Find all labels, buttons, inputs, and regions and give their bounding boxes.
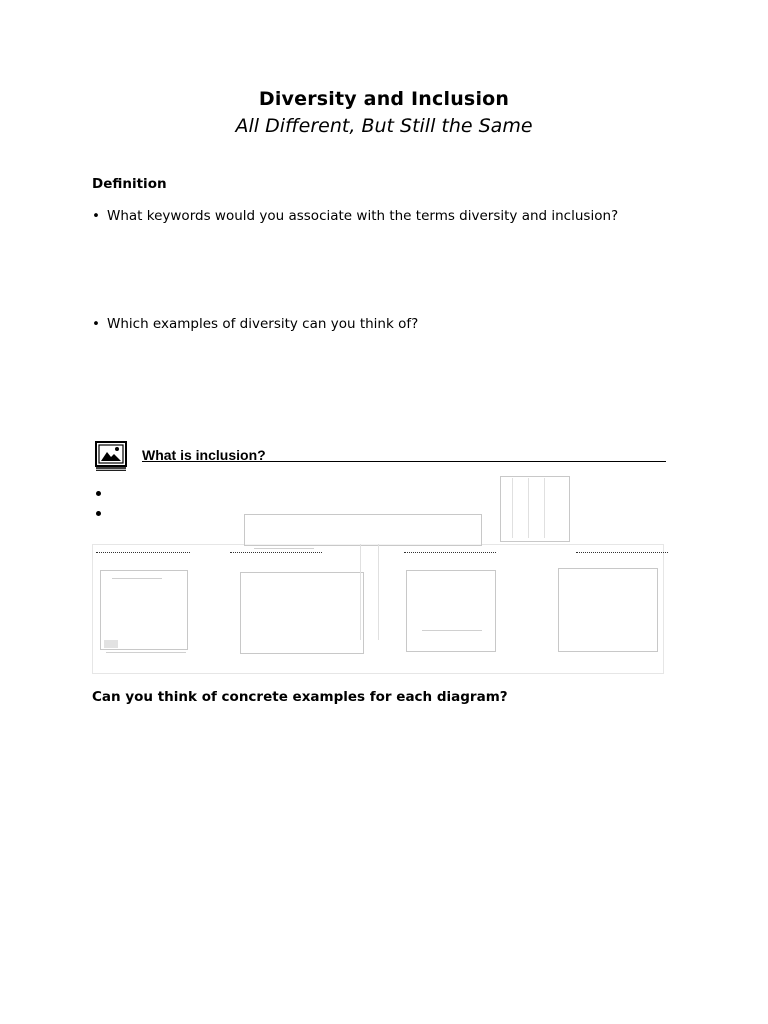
worksheet-title: Diversity and Inclusion	[258, 88, 510, 110]
dotted-answer-line	[576, 552, 668, 553]
faded-diagram-line	[106, 652, 186, 653]
faded-diagram-line	[112, 578, 162, 579]
faded-diagram-line	[422, 630, 482, 631]
image-placeholder-icon	[95, 441, 127, 471]
dotted-answer-line	[230, 552, 322, 553]
faded-diagram-box	[558, 568, 658, 652]
closing-question: Can you think of concrete examples for each diagram?	[92, 689, 508, 705]
faded-diagram-box	[100, 570, 188, 650]
faded-diagram-box	[244, 514, 482, 546]
faded-diagram-line	[254, 548, 314, 549]
worksheet-subtitle: All Different, But Still the Same	[235, 115, 533, 137]
dotted-answer-line	[96, 552, 190, 553]
bullet-marker: •	[92, 316, 100, 332]
question-examples-text: Which examples of diversity can you think of?	[107, 316, 419, 332]
faded-diagram-box	[500, 476, 570, 542]
inclusion-heading: What is inclusion?	[142, 448, 666, 462]
faded-diagram-line	[512, 478, 513, 538]
faded-diagram-box	[240, 572, 364, 654]
faded-diagram-line	[378, 544, 379, 640]
faded-diagram-box	[406, 570, 496, 652]
faded-diagram-line	[544, 478, 545, 538]
question-keywords	[92, 208, 618, 224]
dotted-answer-line	[404, 552, 496, 553]
faded-diagram-area	[92, 474, 670, 678]
question-keywords-text: What keywords would you associate with the terms diversity and inclusion?	[107, 208, 619, 224]
faded-diagram-box	[104, 640, 118, 648]
bullet-marker: •	[92, 208, 100, 224]
definition-heading: Definition	[92, 176, 167, 192]
faded-diagram-line	[528, 478, 529, 538]
faded-diagram-line	[360, 544, 361, 640]
question-examples	[92, 316, 418, 332]
